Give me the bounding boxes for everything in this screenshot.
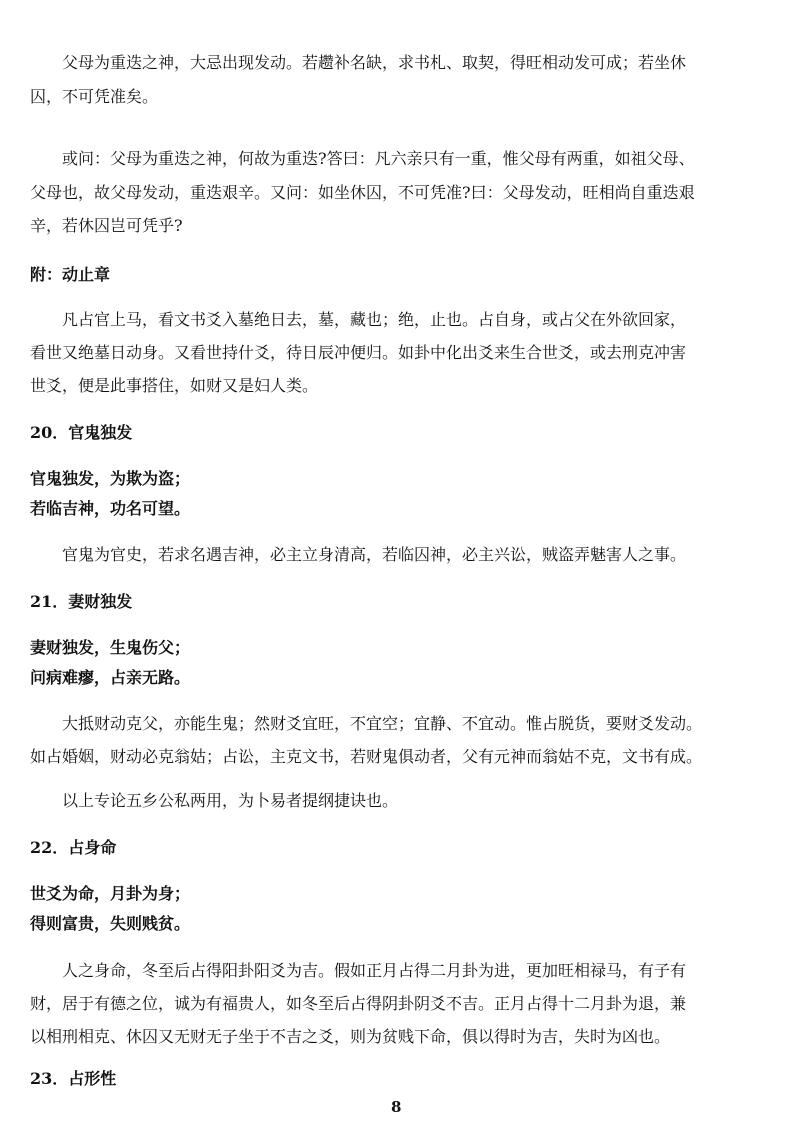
section-heading: 附：动止章 — [30, 265, 111, 284]
verse-line: 得则富贵，失则贱贫。 — [30, 914, 191, 933]
paragraph-line: 辛，若休囚岂可凭乎? — [30, 216, 183, 235]
verse-line: 世爻为命，月卦为身； — [30, 884, 191, 903]
paragraph-line: 父母为重迭之神，大忌出现发动。若趱补名缺，求书札、取契，得旺相动发可成；若坐休 — [62, 53, 687, 72]
page-number: 8 — [391, 1098, 402, 1116]
section-heading: 23．占形性 — [30, 1069, 117, 1088]
paragraph-line: 以上专论五乡公私两用，为卜易者提纲捷诀也。 — [62, 791, 399, 810]
section-heading: 22．占身命 — [30, 838, 117, 857]
section-heading: 20．官鬼独发 — [30, 423, 133, 442]
paragraph-line: 人之身命，冬至后占得阳卦阳爻为吉。假如正月占得二月卦为进，更加旺相禄马，有子有 — [62, 961, 687, 980]
paragraph-line: 以相刑相克、休囚又无财无子坐于不吉之爻，则为贫贱下命，俱以得时为吉，失时为凶也。 — [30, 1027, 671, 1046]
paragraph-line: 财，居于有德之位，诚为有福贵人，如冬至后占得阴卦阴爻不吉。正月占得十二月卦为退，兼 — [30, 994, 687, 1013]
paragraph-line: 大抵财动克父，亦能生鬼；然财爻宜旺，不宜空；宜静、不宜动。惟占脱货，要财爻发动。 — [62, 714, 703, 733]
paragraph-line: 或问：父母为重迭之神，何故为重迭?答曰：凡六亲只有一重，惟父母有两重，如祖父母、 — [62, 149, 695, 168]
paragraph-line: 凡占官上马，看文书爻入墓绝日去，墓，藏也；绝，止也。占自身，或占父在外欲回家， — [62, 310, 687, 329]
verse-line: 官鬼独发，为欺为盗； — [30, 469, 191, 488]
paragraph-line: 如占婚姻，财动必克翁姑；占讼，主克文书，若财鬼俱动者，父有元神而翁姑不克，文书有成。 — [30, 747, 703, 766]
verse-line: 问病难瘳，占亲无路。 — [30, 668, 191, 687]
paragraph-line: 世爻，便是此事搭住，如财又是妇人类。 — [30, 376, 319, 395]
section-heading: 21．妻财独发 — [30, 592, 133, 611]
paragraph-line: 看世又绝墓日动身。又看世持什爻，待日辰冲便归。如卦中化出爻来生合世爻，或去刑克冲害 — [30, 343, 687, 362]
paragraph-line: 囚，不可凭准矣。 — [30, 87, 159, 106]
verse-line: 妻财独发，生鬼伤父； — [30, 638, 191, 657]
paragraph-line: 官鬼为官史，若求名遇吉神，必主立身清高，若临囚神，必主兴讼，贼盗弄魅害人之事。 — [62, 545, 687, 564]
paragraph-line: 父母也，故父母发动，重迭艰辛。又问：如坐休囚，不可凭准?曰：父母发动，旺相尚自重迭艰 — [30, 183, 695, 202]
verse-line: 若临吉神，功名可望。 — [30, 499, 191, 518]
